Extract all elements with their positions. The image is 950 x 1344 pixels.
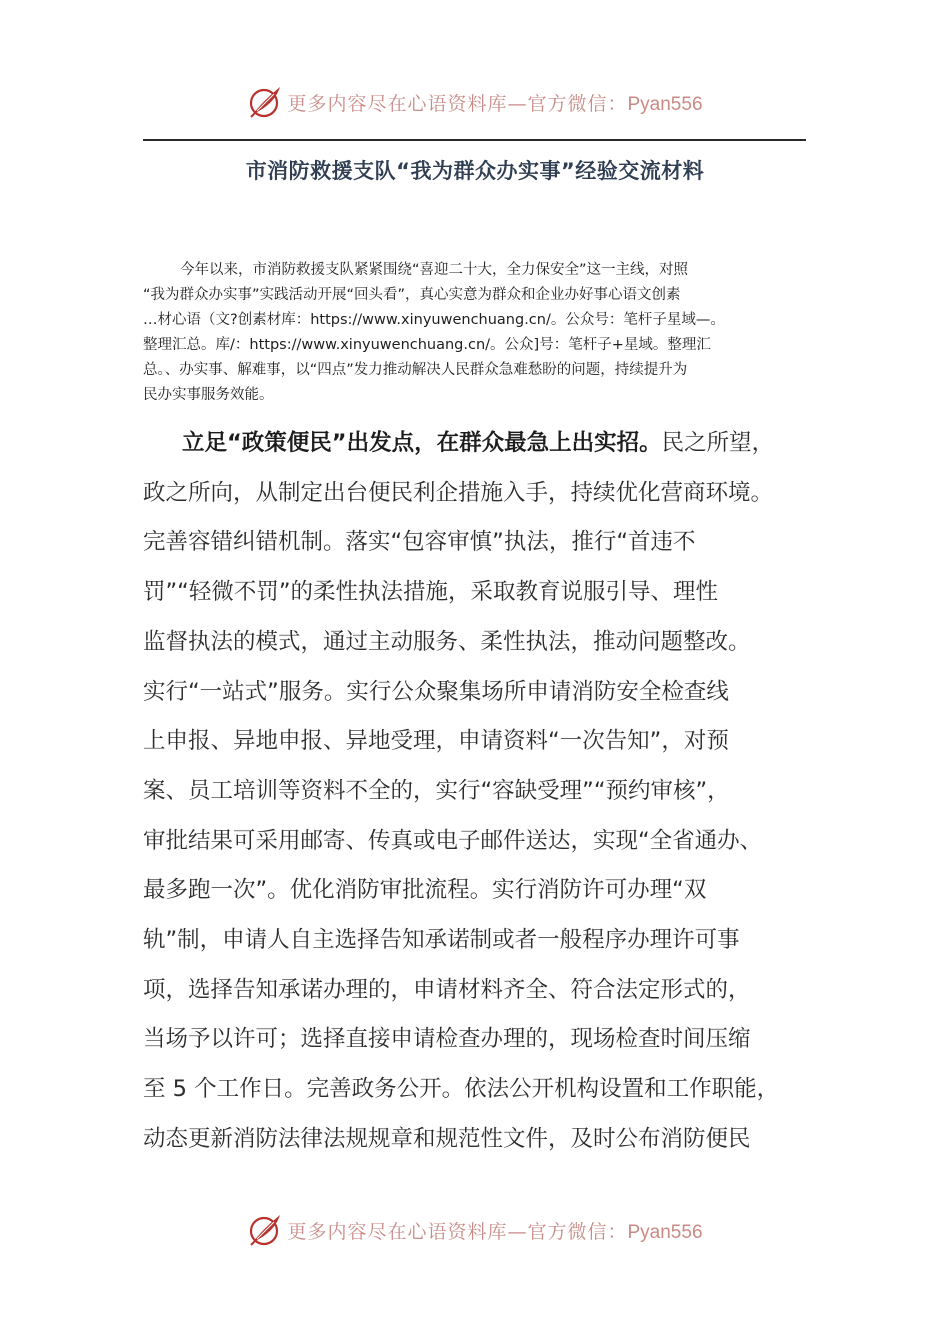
- intro-line: …材心语（文?创素材库：https://www.xinyuwenchuang.cn/。公众号：笔杆子星域—。: [143, 312, 725, 328]
- intro-line: 民办实事服务效能。: [143, 387, 274, 403]
- wechat-id: Pyan556: [627, 93, 703, 115]
- body-line: 至 5 个工作日。完善政务公开。依法公开机构设置和工作职能，: [143, 1076, 780, 1103]
- body-line-rest: 民之所望，: [661, 430, 775, 456]
- body-line: 轨”制，申请人自主选择告知承诺制或者一般程序办理许可事: [143, 927, 740, 954]
- body-line: 动态更新消防法律法规规章和规范性文件，及时公布消防便民: [143, 1125, 751, 1152]
- document-title: 市消防救援支队“我为群众办实事”经验交流材料: [245, 159, 705, 183]
- body-line: 政之所向，从制定出台便民利企措施入手，持续优化营商环境。: [143, 479, 774, 506]
- body-line: 最多跑一次”。优化消防审批流程。实行消防许可办理“双: [143, 877, 707, 904]
- banner-text: 更多内容尽在心语资料库—官方微信：Pyan556: [287, 1220, 703, 1243]
- paragraph-lead-heading: 立足“政策便民”出发点，在群众最急上出实招。: [182, 430, 662, 456]
- footer-banner: [0, 1208, 950, 1252]
- banner-text: 更多内容尽在心语资料库—官方微信：Pyan556: [287, 92, 703, 115]
- body-line: 项，选择告知承诺办理的，申请材料齐全、符合法定形式的，: [143, 976, 751, 1003]
- body-line: 实行“一站式”服务。实行公众聚集场所申请消防安全检查线: [143, 678, 729, 705]
- intro-line: 整理汇总。库/：https://www.xinyuwenchuang.cn/。公众]号：笔杆子+星域。整理汇: [143, 337, 711, 353]
- intro-line: “我为群众办实事”实践活动开展“回头看”，真心实意为群众和企业办好事心语文创素: [143, 287, 681, 303]
- intro-line: 总。、办实事、解难事，以“四点”发力推动解决人民群众急难愁盼的问题，持续提升为: [143, 362, 688, 378]
- intro-line: 今年以来，市消防救援支队紧紧围绕“喜迎二十大，全力保安全”这一主线，对照: [180, 262, 689, 278]
- header-divider: [143, 139, 806, 141]
- intro-paragraph: [143, 258, 808, 408]
- body-line: 案、员工培训等资料不全的，实行“容缺受理”“预约审核”，: [143, 777, 730, 804]
- body-line: 罚”“轻微不罚”的柔性执法措施，采取教育说服引导、理性: [143, 579, 718, 606]
- body-line: 完善容错纠错机制。落实“包容审慎”执法，推行“首违不: [143, 529, 696, 556]
- body-line: [143, 419, 823, 469]
- quill-pen-logo-icon: [247, 1212, 283, 1248]
- body-paragraph: [143, 419, 823, 1165]
- body-line: 审批结果可采用邮寄、传真或电子邮件送达，实现“全省通办、: [143, 827, 763, 854]
- header-banner: [0, 80, 950, 124]
- body-line: 监督执法的模式，通过主动服务、柔性执法，推动问题整改。: [143, 628, 751, 655]
- wechat-id: Pyan556: [627, 1221, 703, 1243]
- body-line: 当场予以许可；选择直接申请检查办理的，现场检查时间压缩: [143, 1026, 751, 1053]
- body-line: 上申报、异地申报、异地受理，申请资料“一次告知”，对预: [143, 728, 729, 755]
- quill-pen-logo-icon: [247, 84, 283, 120]
